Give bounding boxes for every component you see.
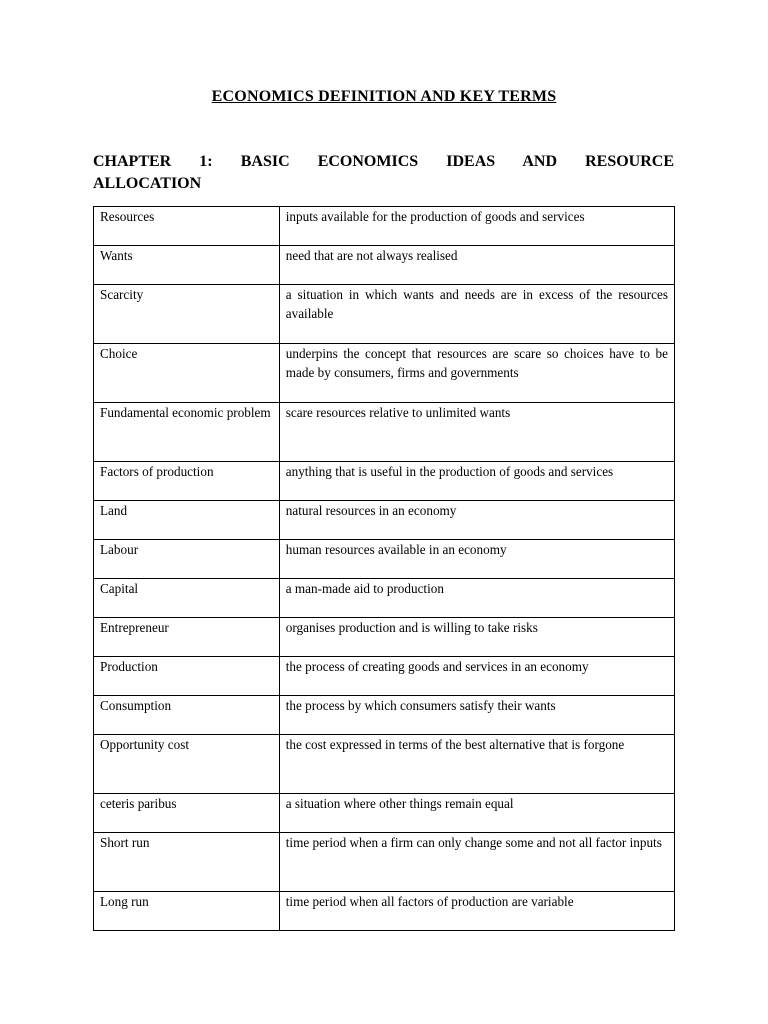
term-text: Consumption <box>100 698 172 713</box>
table-row <box>94 618 675 657</box>
table-row <box>94 794 675 833</box>
definition-text: scare resources relative to unlimited wants <box>285 405 511 420</box>
definition-text: a man-made aid to production <box>285 581 444 596</box>
table-row <box>94 579 675 618</box>
chapter-heading-line-2: ALLOCATION <box>93 175 202 192</box>
table-row <box>94 833 675 892</box>
table-row <box>94 403 675 462</box>
definition-cell <box>279 403 674 462</box>
definition-cell <box>279 462 674 501</box>
term-text: Factors of production <box>100 464 214 479</box>
terms-table <box>93 206 675 931</box>
definition-cell <box>279 794 674 833</box>
table-row <box>94 735 675 794</box>
table-row <box>94 696 675 735</box>
table-row <box>94 285 675 344</box>
definition-cell <box>279 246 674 285</box>
term-text: Land <box>100 503 128 518</box>
term-cell <box>94 579 280 618</box>
definition-text: human resources available in an economy <box>285 542 507 557</box>
term-cell <box>94 696 280 735</box>
definition-text: the cost expressed in terms of the best alternative that is forgone <box>285 737 625 752</box>
term-text: ceteris paribus <box>100 796 177 811</box>
term-text: Labour <box>100 542 139 557</box>
term-text: Entrepreneur <box>100 620 169 635</box>
term-text: Opportunity cost <box>100 737 190 752</box>
definition-text: a situation where other things remain equal <box>285 796 514 811</box>
definition-text: time period when all factors of production are variable <box>285 894 574 909</box>
definition-text: natural resources in an economy <box>285 503 457 518</box>
definition-cell <box>279 344 674 403</box>
definition-cell <box>279 285 674 344</box>
definition-text: the process of creating goods and services in an economy <box>285 659 589 674</box>
term-text: Choice <box>100 346 138 361</box>
definition-text: organises production and is willing to take risks <box>285 620 538 635</box>
term-cell <box>94 540 280 579</box>
definition-cell <box>279 618 674 657</box>
definition-cell <box>279 501 674 540</box>
table-row <box>94 657 675 696</box>
term-cell <box>94 403 280 462</box>
term-text: Fundamental economic problem <box>100 405 271 420</box>
term-cell <box>94 246 280 285</box>
term-cell <box>94 344 280 403</box>
definition-text: need that are not always realised <box>285 248 458 263</box>
definition-text: anything that is useful in the production of goods and services <box>285 464 614 479</box>
document-title: ECONOMICS DEFINITION AND KEY TERMS <box>211 88 557 105</box>
table-row <box>94 207 675 246</box>
table-row <box>94 344 675 403</box>
term-cell <box>94 207 280 246</box>
terms-table-body <box>94 207 675 931</box>
term-text: Wants <box>100 248 133 263</box>
term-cell <box>94 833 280 892</box>
term-text: Production <box>100 659 158 674</box>
definition-cell <box>279 540 674 579</box>
term-cell <box>94 462 280 501</box>
table-row <box>94 892 675 931</box>
chapter-heading <box>93 151 674 195</box>
term-text: Resources <box>100 209 155 224</box>
definition-cell <box>279 833 674 892</box>
table-row <box>94 462 675 501</box>
table-row <box>94 501 675 540</box>
definition-text: the process by which consumers satisfy their wants <box>285 698 556 713</box>
definition-cell <box>279 579 674 618</box>
term-cell <box>94 618 280 657</box>
definition-text: inputs available for the production of goods and services <box>285 209 585 224</box>
table-row <box>94 540 675 579</box>
definition-cell <box>279 696 674 735</box>
term-cell <box>94 794 280 833</box>
term-cell <box>94 735 280 794</box>
table-row <box>94 246 675 285</box>
term-text: Long run <box>100 894 149 909</box>
definition-cell <box>279 735 674 794</box>
definition-text: a situation in which wants and needs are in excess of the resources available <box>285 287 668 321</box>
term-cell <box>94 501 280 540</box>
definition-text: underpins the concept that resources are scare so choices have to be made by consumers, firms and governments <box>285 346 668 380</box>
term-cell <box>94 657 280 696</box>
term-cell <box>94 892 280 931</box>
term-text: Scarcity <box>100 287 144 302</box>
definition-text: time period when a firm can only change some and not all factor inputs <box>285 835 662 850</box>
term-cell <box>94 285 280 344</box>
term-text: Capital <box>100 581 139 596</box>
definition-cell <box>279 657 674 696</box>
term-text: Short run <box>100 835 150 850</box>
chapter-heading-line-1: CHAPTER 1: BASIC ECONOMICS IDEAS AND RESOURCE <box>93 153 674 170</box>
definition-cell <box>279 207 674 246</box>
definition-cell <box>279 892 674 931</box>
